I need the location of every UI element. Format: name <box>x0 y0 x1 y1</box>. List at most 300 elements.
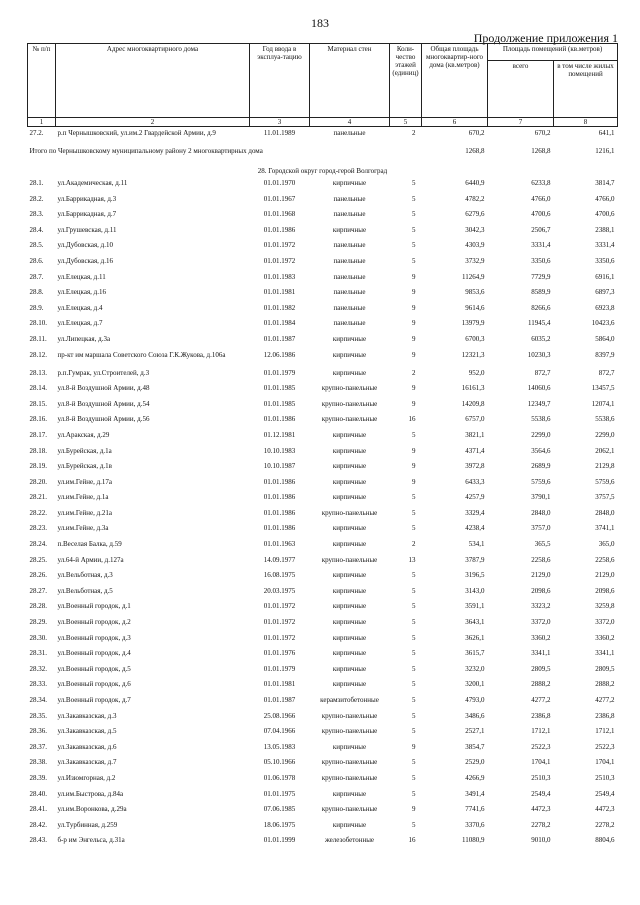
row-material: кирпичные <box>332 602 367 611</box>
row-address: ул.Изюмгорная, д.2 <box>57 773 116 782</box>
row-material: крупно-панельные <box>321 555 378 564</box>
row-floors: 5 <box>412 508 416 517</box>
header-living: в том числе жилых помещений <box>554 61 618 118</box>
row-year: 01.01.1983 <box>263 272 296 281</box>
row-area-living: 3372,0 <box>595 618 615 627</box>
row-area-living: 2522,3 <box>595 742 615 751</box>
row-area-living: 8397,9 <box>595 350 615 359</box>
table-row <box>28 210 618 226</box>
table-row <box>28 462 618 478</box>
row-area-living: 2129,8 <box>595 462 615 471</box>
row-floors: 9 <box>412 288 416 297</box>
row-year: 05.10.1966 <box>263 758 296 767</box>
row-total-area: 9853,6 <box>465 288 485 297</box>
row-total-area: 3591,1 <box>465 602 485 611</box>
row-address: ул.Турбинная, д.259 <box>57 820 118 829</box>
total-label: Итого по Чернышковскому муниципальному району 2 многоквартирных дома <box>29 147 263 155</box>
row-address: пр-кт им маршала Советского Союза Г.К.Жукова, д.106а <box>57 350 226 359</box>
row-floors: 9 <box>412 384 416 393</box>
row-material: кирпичные <box>332 350 367 359</box>
row-address: ул.Военный городок, д.3 <box>57 633 131 642</box>
row-number: 28.7. <box>29 272 44 281</box>
table-row <box>28 493 618 509</box>
row-floors: 5 <box>412 711 416 720</box>
row-area-all: 7729,9 <box>531 272 551 281</box>
table-row <box>28 195 618 211</box>
row-number: 28.11. <box>29 334 47 343</box>
row-material: кирпичные <box>332 446 367 455</box>
row-material: кирпичные <box>332 524 367 533</box>
row-number: 28.40. <box>29 789 47 798</box>
row-total-area: 534,1 <box>468 540 485 549</box>
table-row <box>28 836 618 852</box>
row-area-all: 4700,6 <box>531 210 551 219</box>
row-area-all: 1712,1 <box>531 727 551 736</box>
col-number: 8 <box>554 118 618 127</box>
table-row <box>28 241 618 257</box>
row-address: ул.8-й Воздушной Армии, д.54 <box>57 399 150 408</box>
row-number: 28.4. <box>29 225 44 234</box>
row-material: крупно-панельные <box>321 399 378 408</box>
row-total-area: 6700,3 <box>465 334 485 343</box>
row-total-area: 6440,9 <box>465 179 485 187</box>
row-address: ул.Закавказская, д.5 <box>57 727 117 736</box>
table-row <box>28 226 618 242</box>
row-area-living: 6897,3 <box>595 288 615 297</box>
row-year: 01.01.1986 <box>263 508 296 517</box>
table-row <box>28 602 618 618</box>
row-area-all: 4277,2 <box>531 696 551 704</box>
row-number: 28.19. <box>29 462 47 471</box>
row-year: 01.01.1986 <box>263 493 296 502</box>
row-number: 28.2. <box>29 194 44 203</box>
row-area-living: 3259,8 <box>595 602 615 611</box>
row-area-living: 2809,5 <box>595 664 615 673</box>
row-address: ул.Грушевская, д.11 <box>57 225 117 234</box>
row-area-living: 6916,1 <box>595 272 615 281</box>
row-number: 28.15. <box>29 399 47 408</box>
col-number: 1 <box>28 118 56 127</box>
row-number: 28.29. <box>29 618 47 627</box>
row-floors: 9 <box>412 303 416 312</box>
row-total-area: 4257,9 <box>465 493 485 502</box>
total-area-living: 1216,1 <box>595 147 615 155</box>
total-area-all: 1268,8 <box>531 147 551 155</box>
row-number: 28.27. <box>29 586 47 595</box>
row-floors: 2 <box>412 129 416 137</box>
row-material: крупно-панельные <box>321 508 378 517</box>
row-floors: 5 <box>412 430 416 439</box>
row-total-area: 3486,6 <box>465 711 485 720</box>
row-material: кирпичные <box>332 618 367 627</box>
row-total-area: 670,2 <box>468 129 485 137</box>
row-floors: 5 <box>412 194 416 203</box>
table-row <box>28 478 618 494</box>
row-material: панельные <box>333 288 366 297</box>
row-area-all: 3360,2 <box>531 633 551 642</box>
row-area-all: 365,5 <box>534 540 551 549</box>
row-number: 28.18. <box>29 446 47 455</box>
row-address: ул.Академическая, д.11 <box>57 179 128 187</box>
row-area-living: 3757,5 <box>595 493 615 502</box>
row-area-all: 3323,2 <box>531 602 551 611</box>
row-year: 01.01.1981 <box>263 288 296 297</box>
row-area-living: 3331,4 <box>595 241 615 250</box>
row-floors: 5 <box>412 664 416 673</box>
row-area-living: 5864,0 <box>595 334 615 343</box>
row-address: ул.Закавказская, д.3 <box>57 711 117 720</box>
row-number: 28.5. <box>29 241 44 250</box>
row-floors: 9 <box>412 477 416 486</box>
housing-table <box>27 43 618 852</box>
row-area-all: 11945,4 <box>528 319 551 328</box>
row-area-all: 2299,0 <box>531 430 551 439</box>
row-area-all: 2258,6 <box>531 555 551 564</box>
row-floors: 5 <box>412 524 416 533</box>
row-year: 14.09.1977 <box>263 555 296 564</box>
row-address: ул.Елецкая, д.16 <box>57 288 106 297</box>
row-number: 28.25. <box>29 555 47 564</box>
row-number: 28.13. <box>29 368 47 377</box>
row-year: 01.01.1979 <box>263 368 296 377</box>
row-material: керамзитобетонные <box>320 696 379 704</box>
row-material: кирпичные <box>332 462 367 471</box>
row-address: ул.им.Гейне, д.1а <box>57 493 109 502</box>
row-floors: 5 <box>412 210 416 219</box>
row-year: 01.01.1972 <box>263 241 296 250</box>
row-floors: 5 <box>412 602 416 611</box>
row-year: 01.01.1967 <box>263 194 296 203</box>
row-material: кирпичные <box>332 334 367 343</box>
section-title: 28. Городской округ город-герой Волгоград <box>257 167 388 175</box>
row-year: 01.01.1970 <box>263 179 296 187</box>
row-area-all: 2278,2 <box>531 820 551 829</box>
row-year: 25.08.1966 <box>263 711 296 720</box>
table-row <box>28 509 618 525</box>
row-year: 01.01.1982 <box>263 303 296 312</box>
row-total-area: 11080,9 <box>462 836 485 845</box>
row-address: ул.Бурейская, д.1а <box>57 446 112 455</box>
row-year: 01.01.1972 <box>263 618 296 627</box>
row-floors: 5 <box>412 758 416 767</box>
row-area-all: 3372,0 <box>531 618 551 627</box>
row-year: 01.01.1986 <box>263 415 296 424</box>
table-row <box>28 384 618 400</box>
row-number: 28.37. <box>29 742 47 751</box>
table-row <box>28 556 618 572</box>
row-address: ул.Аракская, д.29 <box>57 430 110 439</box>
row-area-all: 1704,1 <box>531 758 551 767</box>
table-row <box>28 319 618 335</box>
row-total-area: 9614,6 <box>465 303 485 312</box>
row-total-area: 14209,8 <box>461 399 485 408</box>
row-material: кирпичные <box>332 586 367 595</box>
row-area-living: 12074,1 <box>591 399 615 408</box>
row-floors: 5 <box>412 789 416 798</box>
row-floors: 5 <box>412 680 416 689</box>
row-floors: 13 <box>408 555 416 564</box>
row-material: крупно-панельные <box>321 711 378 720</box>
row-address: р.п Чернышковский, ул.им.2 Гвардейской Армии, д.9 <box>57 129 216 137</box>
row-year: 01.01.1985 <box>263 399 296 408</box>
row-total-area: 3643,1 <box>465 618 485 627</box>
row-total-area: 4782,2 <box>465 194 485 203</box>
row-area-living: 2848,0 <box>595 508 615 517</box>
row-year: 01.01.1984 <box>263 319 296 328</box>
row-area-all: 3790,1 <box>531 493 551 502</box>
row-address: п.Веселая Балка, д.59 <box>57 540 122 549</box>
row-floors: 5 <box>412 649 416 658</box>
col-number: 2 <box>56 118 250 127</box>
row-floors: 9 <box>412 805 416 814</box>
header-floors: Коли-чество этажей (единиц) <box>390 44 422 118</box>
row-material: крупно-панельные <box>321 727 378 736</box>
row-number: 28.23. <box>29 524 47 533</box>
row-floors: 9 <box>412 399 416 408</box>
row-area-living: 2129,0 <box>595 571 615 580</box>
row-number: 28.30. <box>29 633 47 642</box>
row-floors: 5 <box>412 256 416 265</box>
col-number: 3 <box>250 118 310 127</box>
row-total-area: 3821,1 <box>465 430 485 439</box>
row-area-living: 10423,6 <box>591 319 615 328</box>
row-material: кирпичные <box>332 430 367 439</box>
row-floors: 5 <box>412 820 416 829</box>
row-total-area: 16161,3 <box>461 384 485 393</box>
row-address: ул.Закавказская, д.7 <box>57 758 117 767</box>
row-floors: 9 <box>412 334 416 343</box>
page-number: 183 <box>311 16 329 30</box>
row-floors: 5 <box>412 179 416 187</box>
row-material: кирпичные <box>332 649 367 658</box>
table-row <box>28 790 618 806</box>
header-material: Материал стен <box>310 44 390 118</box>
row-total-area: 3143,0 <box>465 586 485 595</box>
row-floors: 5 <box>412 571 416 580</box>
row-total-area: 6433,3 <box>465 477 485 486</box>
table-row <box>28 179 618 195</box>
row-year: 20.03.1975 <box>263 586 296 595</box>
row-number: 28.26. <box>29 571 47 580</box>
row-year: 01.01.1968 <box>263 210 296 219</box>
row-area-all: 9010,0 <box>531 836 551 845</box>
row-year: 01.12.1981 <box>263 430 296 439</box>
row-total-area: 2527,1 <box>465 727 485 736</box>
row-year: 11.01.1989 <box>263 129 296 137</box>
row-area-living: 365,0 <box>598 540 615 549</box>
table-row <box>28 288 618 304</box>
row-total-area: 6279,6 <box>465 210 485 219</box>
row-total-area: 3787,9 <box>465 555 485 564</box>
row-material: кирпичные <box>332 225 367 234</box>
row-number: 28.28. <box>29 602 47 611</box>
row-address: ул.им.Воронкова, д.29а <box>57 805 127 814</box>
row-number: 28.31. <box>29 649 47 658</box>
row-year: 01.01.1972 <box>263 633 296 642</box>
table-row <box>28 415 618 431</box>
row-area-living: 2062,1 <box>595 446 615 455</box>
row-floors: 2 <box>412 540 416 549</box>
row-total-area: 3232,0 <box>465 664 485 673</box>
row-area-all: 3564,6 <box>531 446 551 455</box>
row-total-area: 4793,0 <box>465 696 485 704</box>
row-year: 01.01.1963 <box>263 540 296 549</box>
row-material: панельные <box>333 210 366 219</box>
row-year: 01.01.1986 <box>263 225 296 234</box>
row-material: крупно-панельные <box>321 805 378 814</box>
row-total-area: 3854,7 <box>465 742 485 751</box>
row-material: кирпичные <box>332 633 367 642</box>
row-year: 01.01.1987 <box>263 334 296 343</box>
row-number: 28.8. <box>29 288 44 297</box>
row-floors: 9 <box>412 742 416 751</box>
row-material: панельные <box>333 194 366 203</box>
table-row <box>28 821 618 837</box>
row-area-all: 8266,6 <box>531 303 551 312</box>
row-number: 28.3. <box>29 210 44 219</box>
row-area-living: 3814,7 <box>595 179 615 187</box>
header-address: Адрес многоквартирного дома <box>56 44 250 118</box>
row-total-area: 3972,8 <box>465 462 485 471</box>
row-material: кирпичные <box>332 789 367 798</box>
header-no: № п/п <box>28 44 56 118</box>
row-year: 01.01.1986 <box>263 524 296 533</box>
row-number: 28.16. <box>29 415 47 424</box>
row-area-all: 8589,9 <box>531 288 551 297</box>
row-total-area: 6757,0 <box>465 415 485 424</box>
table-row <box>28 257 618 273</box>
row-address: ул.Вельботная, д.3 <box>57 571 113 580</box>
row-address: ул.64-й Армии, д.127а <box>57 555 124 564</box>
row-number: 28.17. <box>29 430 47 439</box>
row-number: 28.10. <box>29 319 47 328</box>
row-material: панельные <box>333 241 366 250</box>
row-floors: 9 <box>412 446 416 455</box>
row-address: ул.им.Быстрова, д.84а <box>57 789 124 798</box>
row-area-living: 4472,3 <box>595 805 615 814</box>
col-number: 6 <box>422 118 488 127</box>
row-floors: 16 <box>408 415 416 424</box>
row-area-living: 2299,0 <box>595 430 615 439</box>
row-floors: 9 <box>412 462 416 471</box>
row-number: 28.43. <box>29 836 47 845</box>
continuation-title: Продолжение приложения 1 <box>473 31 618 45</box>
row-address: ул.Липецкая, д.3а <box>57 334 111 343</box>
row-floors: 5 <box>412 586 416 595</box>
table-row <box>28 805 618 821</box>
row-total-area: 13979,9 <box>461 319 485 328</box>
col-number: 5 <box>390 118 422 127</box>
row-total-area: 3042,3 <box>465 225 485 234</box>
row-area-all: 4472,3 <box>531 805 551 814</box>
table-row <box>28 524 618 540</box>
table-row <box>28 369 618 385</box>
row-address: ул.Военный городок, д.5 <box>57 664 131 673</box>
table-row <box>28 273 618 289</box>
row-floors: 5 <box>412 727 416 736</box>
row-area-living: 1704,1 <box>595 758 615 767</box>
row-area-all: 4766,0 <box>531 194 551 203</box>
row-floors: 5 <box>412 241 416 250</box>
table-row <box>28 304 618 320</box>
row-address: ул.Закавказская, д.6 <box>57 742 117 751</box>
row-number: 28.20. <box>29 477 47 486</box>
row-area-all: 2129,0 <box>531 571 551 580</box>
row-material: крупно-панельные <box>321 384 378 393</box>
row-area-living: 641,1 <box>598 129 615 137</box>
row-address: ул.8-й Воздушной Армии, д.48 <box>57 384 150 393</box>
table-row <box>28 351 618 369</box>
row-material: панельные <box>333 303 366 312</box>
row-area-living: 3350,6 <box>595 256 615 265</box>
col-number: 4 <box>310 118 390 127</box>
row-material: кирпичные <box>332 820 367 829</box>
row-total-area: 3200,1 <box>465 680 485 689</box>
table-row <box>28 758 618 774</box>
row-floors: 9 <box>412 272 416 281</box>
row-floors: 9 <box>412 350 416 359</box>
row-material: кирпичные <box>332 680 367 689</box>
row-year: 01.01.1979 <box>263 664 296 673</box>
row-area-living: 2386,8 <box>595 711 615 720</box>
row-year: 01.01.1972 <box>263 256 296 265</box>
table-row <box>28 127 618 148</box>
row-year: 01.01.1999 <box>263 836 296 845</box>
row-material: панельные <box>333 256 366 265</box>
row-year: 07.06.1985 <box>263 805 296 814</box>
row-number: 27.2. <box>29 129 44 137</box>
row-total-area: 4371,4 <box>465 446 485 455</box>
row-address: ул.Дубовская, д.16 <box>57 256 113 265</box>
row-year: 18.06.1975 <box>263 820 296 829</box>
row-area-living: 4277,2 <box>595 696 615 704</box>
row-area-all: 2809,5 <box>531 664 551 673</box>
row-number: 28.38. <box>29 758 47 767</box>
row-area-all: 670,2 <box>534 129 551 137</box>
row-material: панельные <box>333 272 366 281</box>
row-address: ул.Баррикадная, д.7 <box>57 210 117 219</box>
row-number: 28.35. <box>29 711 47 720</box>
row-material: кирпичные <box>332 477 367 486</box>
row-year: 01.01.1976 <box>263 649 296 658</box>
row-area-living: 2388,1 <box>595 225 615 234</box>
row-year: 01.01.1985 <box>263 384 296 393</box>
row-area-living: 2549,4 <box>595 789 615 798</box>
row-address: ул.Бурейская, д.1в <box>57 462 112 471</box>
row-area-living: 2510,3 <box>595 773 615 782</box>
row-area-living: 2258,6 <box>595 555 615 564</box>
row-area-living: 1712,1 <box>595 727 615 736</box>
row-number: 28.1. <box>29 179 44 187</box>
header-year: Год ввода в эксплуа-тацию <box>250 44 310 118</box>
table-row <box>28 618 618 634</box>
row-material: кирпичные <box>332 742 367 751</box>
row-area-living: 5759,6 <box>595 477 615 486</box>
row-area-all: 6035,2 <box>531 334 551 343</box>
row-address: ул.Баррикадная, д.3 <box>57 194 117 203</box>
row-number: 28.21. <box>29 493 47 502</box>
table-row <box>28 335 618 351</box>
row-area-all: 2522,3 <box>531 742 551 751</box>
row-area-all: 2549,4 <box>531 789 551 798</box>
row-area-living: 8804,6 <box>595 836 615 845</box>
table-row <box>28 696 618 712</box>
row-total-area: 3732,9 <box>465 256 485 265</box>
row-floors: 16 <box>408 836 416 845</box>
row-number: 28.33. <box>29 680 47 689</box>
row-material: кирпичные <box>332 540 367 549</box>
row-area-all: 2386,8 <box>531 711 551 720</box>
